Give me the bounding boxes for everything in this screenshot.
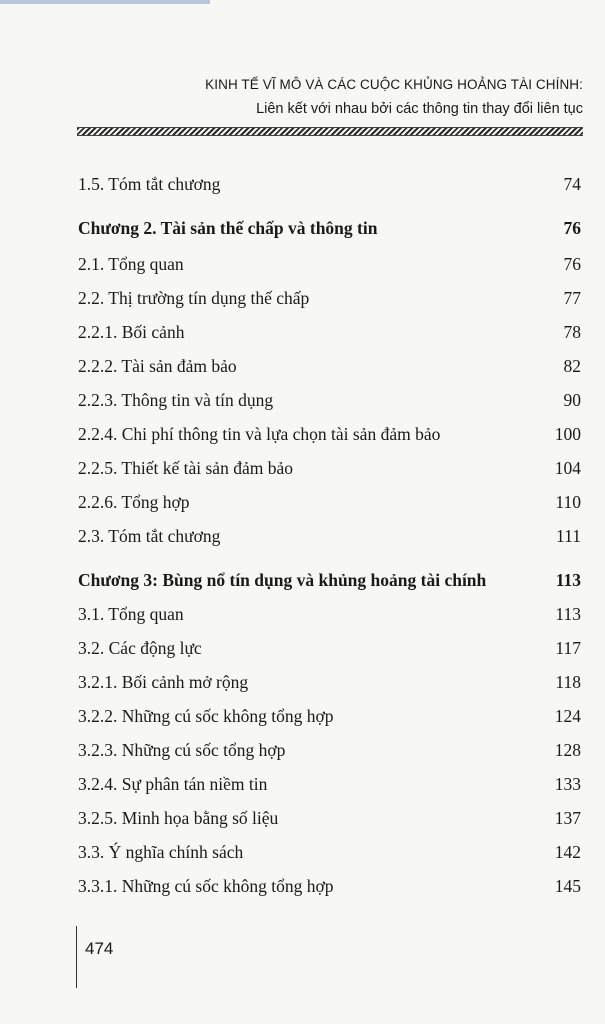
toc-entry (78, 806, 581, 830)
toc-entry-page: 137 (554, 808, 581, 828)
toc-entry (78, 172, 581, 196)
toc-entry-page: 78 (563, 322, 581, 342)
toc-entry-page: 76 (563, 254, 581, 274)
toc-entry-title: 2.2.6. Tổng hợp (78, 492, 190, 512)
toc-entry (78, 388, 581, 412)
toc-entry-page: 124 (554, 706, 581, 726)
toc-entry-title: 3.2.2. Những cú sốc không tổng hợp (78, 706, 334, 726)
toc-entry-page: 113 (555, 604, 581, 624)
toc-entry-title: 3.2. Các động lực (78, 638, 202, 658)
toc-entry (78, 874, 581, 898)
toc-entry-title: 1.5. Tóm tắt chương (78, 174, 221, 194)
page-number: 474 (76, 926, 113, 988)
toc-entry-page: 128 (554, 740, 581, 760)
toc-entry-page: 145 (554, 876, 581, 896)
toc-entry (78, 422, 581, 446)
toc-entry-title: 2.3. Tóm tắt chương (78, 526, 221, 546)
toc-entry-page: 100 (554, 424, 581, 444)
toc-entry-page: 142 (554, 842, 581, 862)
toc-entry-title: 3.2.4. Sự phân tán niềm tin (78, 774, 268, 794)
toc-entry-title: 2.2.2. Tài sản đảm bảo (78, 356, 237, 376)
top-edge-strip (0, 0, 210, 4)
toc-entry (78, 772, 581, 796)
toc-entry-page: 82 (563, 356, 581, 376)
toc-entry-page: 110 (555, 492, 581, 512)
toc-entry-title: 3.2.5. Minh họa bằng số liệu (78, 808, 279, 828)
toc-entry-page: 117 (555, 638, 581, 658)
toc-entry-title: 3.1. Tổng quan (78, 604, 184, 624)
toc-entry-page: 77 (563, 288, 581, 308)
toc-entry-title: 2.2.1. Bối cảnh (78, 322, 185, 342)
toc-entry (78, 354, 581, 378)
toc-entry (78, 704, 581, 728)
toc-entry-title: 3.2.3. Những cú sốc tổng hợp (78, 740, 286, 760)
toc-entry-page: 104 (554, 458, 581, 478)
toc-entry-page: 76 (563, 218, 581, 238)
toc-entry (78, 636, 581, 660)
toc-entry-page: 111 (556, 526, 581, 546)
toc-chapter-entry (78, 216, 581, 240)
toc-chapter-entry (78, 568, 581, 592)
toc-entry (78, 456, 581, 480)
toc-entry (78, 252, 581, 276)
toc-entry-title: 3.3.1. Những cú sốc không tổng hợp (78, 876, 334, 896)
header-title-line2: Liên kết với nhau bởi các thông tin thay đổi liên tục (256, 101, 583, 117)
running-header (205, 76, 583, 119)
toc-entry-page: 133 (554, 774, 581, 794)
toc-entry (78, 670, 581, 694)
toc-entry-title: Chương 2. Tài sản thế chấp và thông tin (78, 218, 378, 238)
toc-entry-page: 113 (555, 570, 581, 590)
toc-entry-title: 2.1. Tổng quan (78, 254, 184, 274)
toc-entry-title: 2.2.3. Thông tin và tín dụng (78, 390, 274, 410)
toc-entry (78, 738, 581, 762)
toc-entry-title: 3.2.1. Bối cảnh mở rộng (78, 672, 249, 692)
toc-entry-title: 2.2.5. Thiết kế tài sản đảm bảo (78, 458, 293, 478)
toc-entry-title: 2.2. Thị trường tín dụng thế chấp (78, 288, 310, 308)
toc-entry-page: 74 (563, 174, 581, 194)
toc-entry-title: 2.2.4. Chi phí thông tin và lựa chọn tài sản đảm bảo (78, 424, 441, 444)
toc-entry-title: 3.3. Ý nghĩa chính sách (78, 842, 244, 862)
toc-entry (78, 524, 581, 548)
toc-entry (78, 320, 581, 344)
toc-entry-page: 90 (563, 390, 581, 410)
toc-entry-page: 118 (555, 672, 581, 692)
toc-entry (78, 286, 581, 310)
toc-entry (78, 602, 581, 626)
toc-entry (78, 490, 581, 514)
header-title-line1: KINH TẾ VĨ MÔ VÀ CÁC CUỘC KHỦNG HOẢNG TÀI CHÍNH: (205, 77, 583, 92)
toc-entry (78, 840, 581, 864)
decorative-header-rule (77, 127, 583, 136)
toc-entry-title: Chương 3: Bùng nổ tín dụng và khủng hoảng tài chính (78, 570, 487, 590)
